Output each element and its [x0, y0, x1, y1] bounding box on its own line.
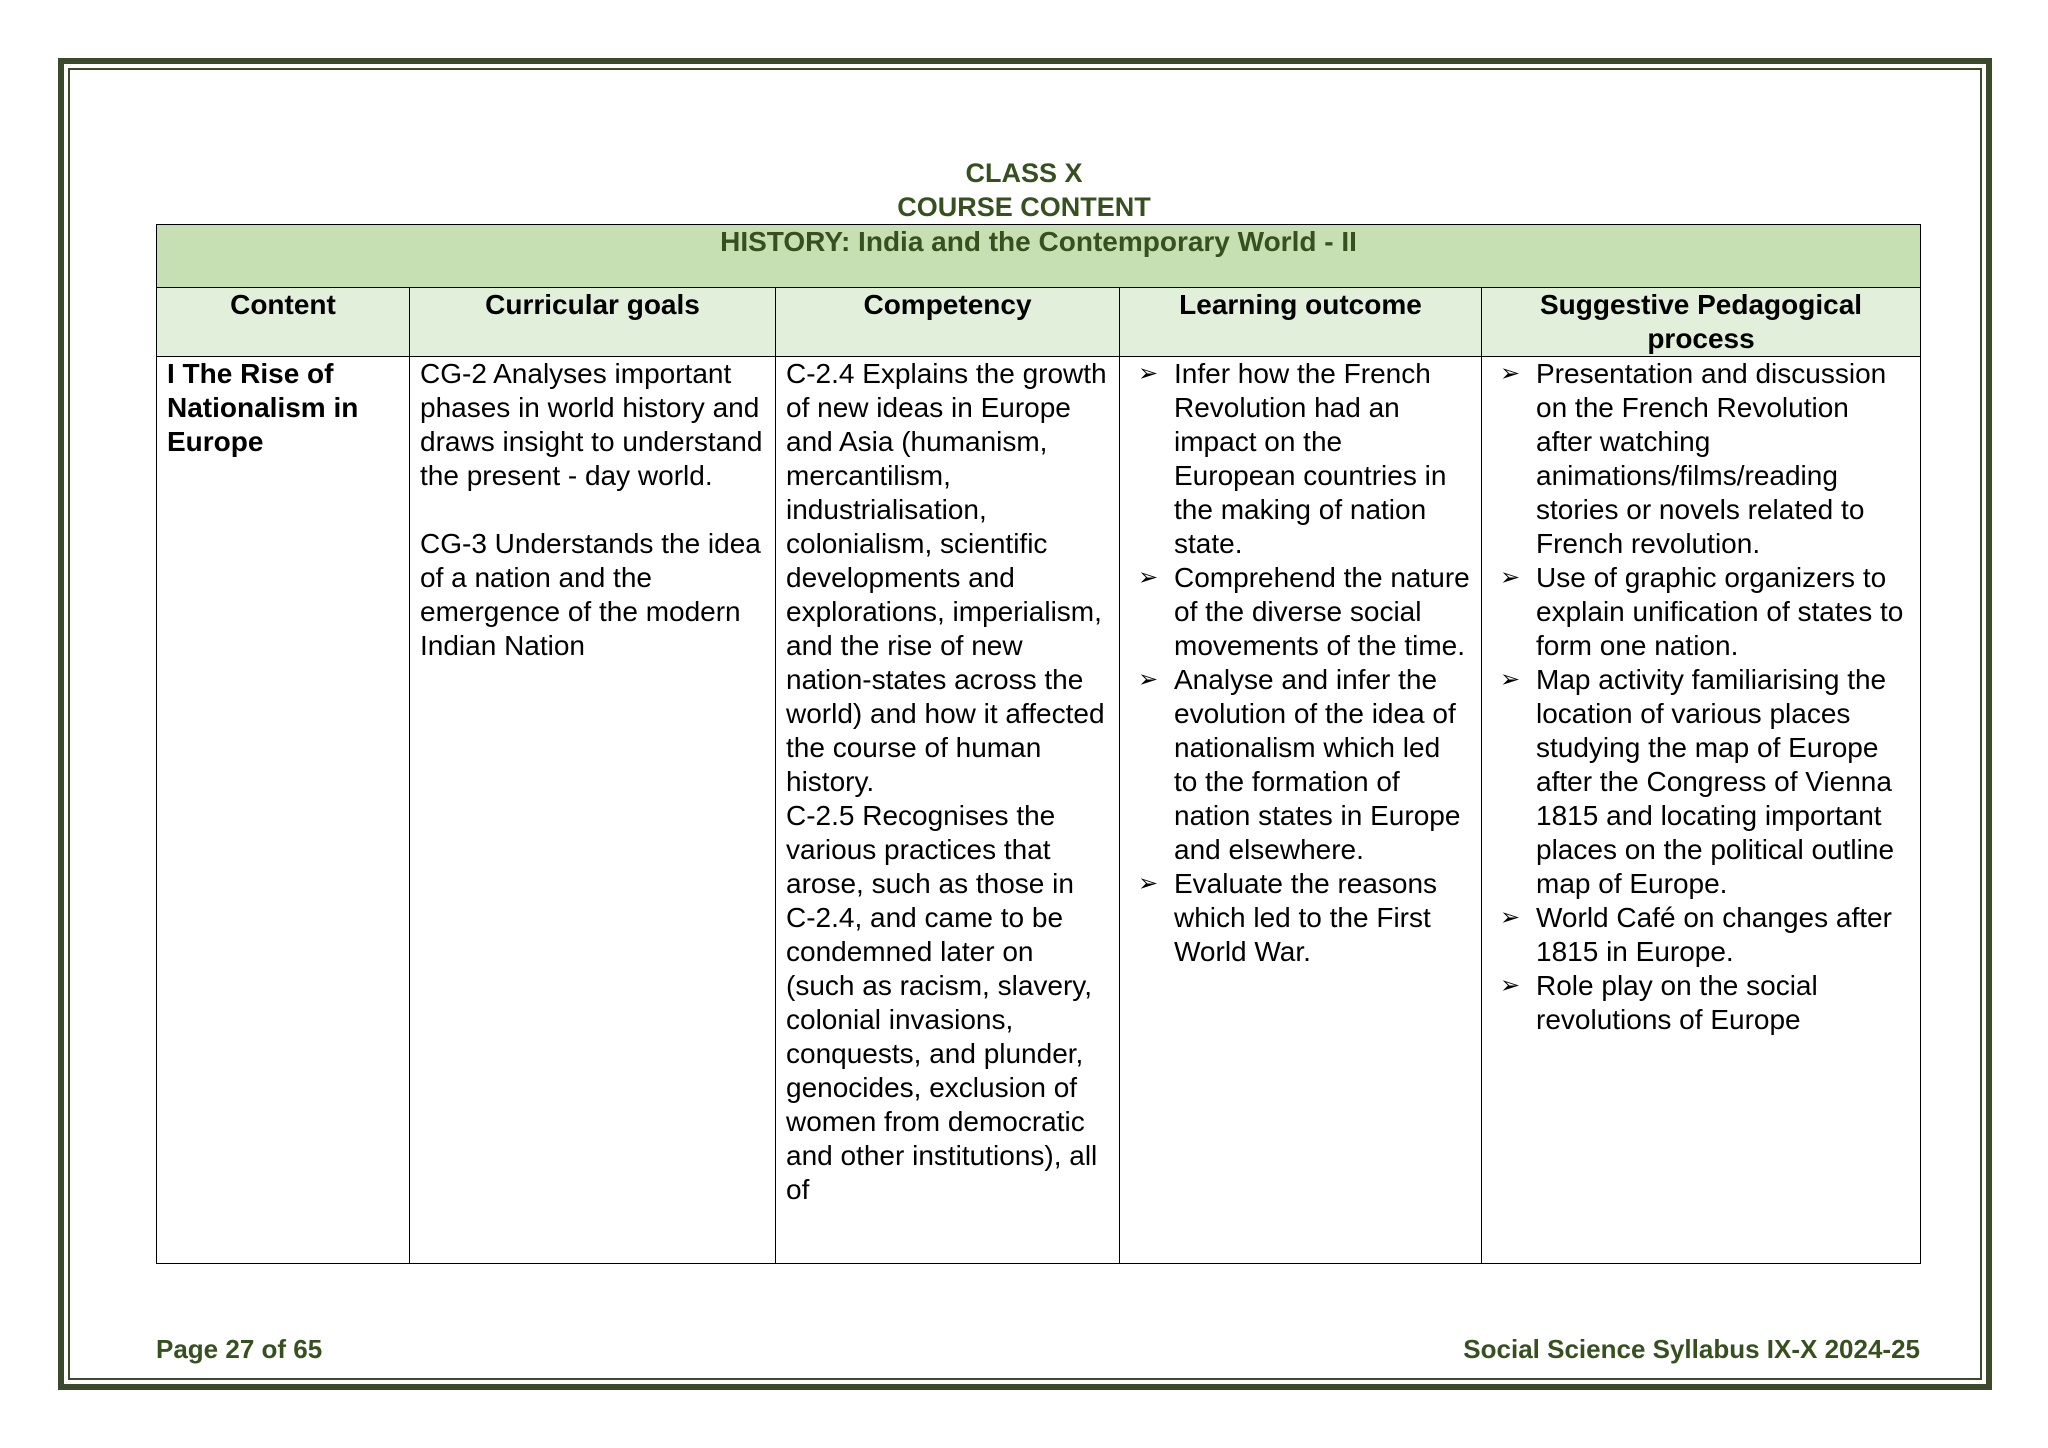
arrow-bullet-icon: ➢ [1500, 360, 1521, 387]
curricular-goal: CG-2 Analyses important phases in world history and draws insight to understand the present - day world. [420, 358, 763, 491]
learning-outcome-text: Evaluate the reasons which led to the First World War. [1174, 868, 1438, 967]
list-item [1492, 561, 1910, 663]
column-header-pedagogical-process: Suggestive Pedagogical process [1482, 288, 1921, 357]
list-item [1492, 663, 1910, 901]
arrow-bullet-icon: ➢ [1500, 564, 1521, 591]
table-title: HISTORY: India and the Contemporary World - II [157, 225, 1921, 288]
arrow-bullet-icon: ➢ [1138, 360, 1159, 387]
pedagogical-process-list [1492, 357, 1910, 1037]
content-cell [157, 357, 410, 1264]
arrow-bullet-icon: ➢ [1138, 666, 1159, 693]
column-header-content: Content [157, 288, 410, 357]
learning-outcome-cell [1120, 357, 1482, 1264]
column-header-learning-outcome: Learning outcome [1120, 288, 1482, 357]
pedagogical-process-text: Map activity familiarising the location of various places studying the map of Europe after the Congress of Vienna 1815 and locating important places on the political outline map of Europe. [1536, 664, 1895, 899]
arrow-bullet-icon: ➢ [1500, 972, 1521, 999]
learning-outcome-text: Comprehend the nature of the diverse social movements of the time. [1174, 562, 1470, 661]
arrow-bullet-icon: ➢ [1500, 904, 1521, 931]
list-item [1130, 663, 1471, 867]
pedagogical-process-text: Role play on the social revolutions of Europe [1536, 970, 1818, 1035]
pedagogical-process-text: Presentation and discussion on the French Revolution after watching animations/films/reading stories or novels related to French revolution. [1536, 358, 1887, 559]
learning-outcome-text: Infer how the French Revolution had an impact on the European countries in the making of nation state. [1174, 358, 1447, 559]
page-number: Page 27 of 65 [156, 1334, 323, 1364]
column-header-curricular-goals: Curricular goals [410, 288, 776, 357]
syllabus-table [156, 224, 1921, 1264]
competency-cell [776, 357, 1120, 1264]
document-footer-title: Social Science Syllabus IX-X 2024-25 [1463, 1334, 1920, 1364]
curricular-goal: CG-3 Understands the idea of a nation and the emergence of the modern Indian Nation [420, 528, 761, 661]
course-content-heading: COURSE CONTENT [897, 192, 1151, 222]
list-item [1130, 867, 1471, 969]
curricular-goals-cell [410, 357, 776, 1264]
table-row [157, 357, 1921, 1264]
competency-item: C-2.4 Explains the growth of new ideas in Europe and Asia (humanism, mercantilism, industrialisation, colonialism, scientific developments and explorations, imperialism, and the rise of new nation-states across the world) and how it affected the course of human history. [786, 358, 1107, 797]
arrow-bullet-icon: ➢ [1500, 666, 1521, 693]
pedagogical-process-text: Use of graphic organizers to explain unification of states to form one nation. [1536, 562, 1904, 661]
list-item [1130, 357, 1471, 561]
arrow-bullet-icon: ➢ [1138, 870, 1159, 897]
class-heading: CLASS X [965, 158, 1083, 188]
column-header-competency: Competency [776, 288, 1120, 357]
pedagogical-process-text: World Café on changes after 1815 in Europe. [1536, 902, 1892, 967]
content-text: I The Rise of Nationalism in Europe [167, 358, 359, 457]
table-title-row [157, 225, 1921, 288]
learning-outcome-list [1130, 357, 1471, 969]
competency-item: C-2.5 Recognises the various practices that arose, such as those in C-2.4, and came to be condemned later on (such as racism, slavery, colonial invasions, conquests, and plunder, genocides, exclusion of women from democratic and other institutions), all of [786, 800, 1098, 1205]
list-item [1492, 901, 1910, 969]
pedagogical-process-cell [1482, 357, 1921, 1264]
learning-outcome-text: Analyse and infer the evolution of the idea of nationalism which led to the formation of nation states in Europe and elsewhere. [1174, 664, 1461, 865]
list-item [1492, 357, 1910, 561]
list-item [1492, 969, 1910, 1037]
arrow-bullet-icon: ➢ [1138, 564, 1159, 591]
list-item [1130, 561, 1471, 663]
column-header-row [157, 288, 1921, 357]
